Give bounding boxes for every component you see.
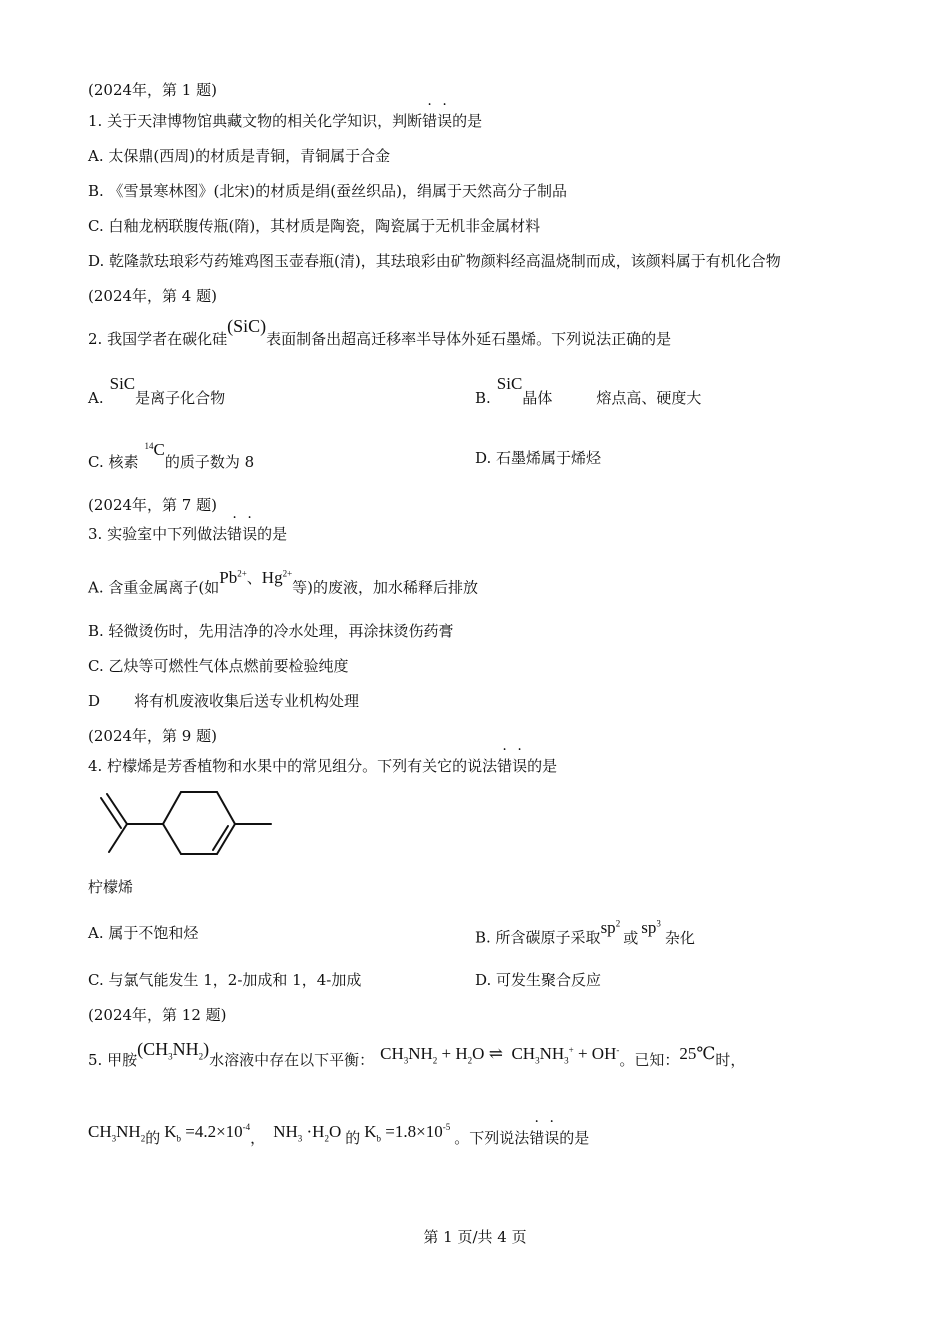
q4-option-a: A. 属于不饱和烃 bbox=[88, 924, 199, 942]
q1-source: (2024年，第 1 题) bbox=[88, 81, 217, 99]
q3-option-c: C. 乙炔等可燃性气体点燃前要检验纯度 bbox=[88, 657, 349, 675]
q2-source: (2024年，第 4 题) bbox=[88, 287, 217, 305]
q1-stem: 1. 关于天津博物馆典藏文物的相关化学知识，判断错误的是 bbox=[88, 112, 483, 130]
q4-stem: 4. 柠檬烯是芳香植物和水果中的常见组分。下列有关它的说法错误的是 bbox=[88, 757, 558, 775]
q5-ammonia-hydrate-formula: $NH_3 \cdot H_2O$ bbox=[273, 1122, 342, 1144]
q3-option-a: A. 含重金属离子(如$Pb^{2+}$、$Hg^{2+}$等)的废液，加水稀释后排放 bbox=[88, 567, 479, 597]
q3-option-b: B. 轻微烫伤时，先用洁净的冷水处理，再涂抹烫伤药膏 bbox=[88, 622, 454, 640]
q5-methylamine-formula-2: $CH_3NH_2$ bbox=[88, 1122, 146, 1144]
q4-option-c: C. 与氯气能发生 1，2-加成和 1，4-加成 bbox=[88, 971, 362, 989]
q1-option-d: D. 乾隆款珐琅彩芍药雉鸡图玉壶春瓶(清)，其珐琅彩由矿物颜料经高温烧制而成，该颜料属于有机化合物 bbox=[88, 252, 781, 270]
q5-source: (2024年，第 12 题) bbox=[88, 1006, 227, 1024]
limonene-structure bbox=[95, 790, 280, 860]
q4-option-b: B. 所含碳原子采取$sp^2$或$sp^3$杂化 bbox=[475, 917, 695, 947]
q2-option-d: D. 石墨烯属于烯烃 bbox=[475, 449, 602, 467]
q5-equilibrium-equation: $CH_3NH_2 + H_2O$ ⇌ $CH_3NH_3^+ + OH^-$ bbox=[380, 1044, 620, 1066]
page-footer: 第 1 页/共 4 页 bbox=[423, 1228, 527, 1246]
q2-formula: SiC bbox=[233, 316, 261, 336]
q2-stem: 2. 我国学者在碳化硅(SiC)表面制备出超高迁移率半导体外延石墨烯。下列说法正确的是 bbox=[88, 316, 672, 348]
q1-option-b: B. 《雪景寒林图》(北宋)的材质是绢(蚕丝织品)，绢属于天然高分子制品 bbox=[88, 182, 567, 200]
q5-constants-line: $CH_3NH_2$的 $K_b =4.2\times 10^{-4}$， $NH_3 \cdot H_2O$ 的 $K_b =1.8\times 10^{-5}$。下列说法错误的是 bbox=[88, 1122, 590, 1147]
q5-methylamine-formula: $(CH_3NH_2)$ bbox=[137, 1039, 210, 1062]
q2-option-c: C. 核素$^{14}$C的质子数为 8 bbox=[88, 440, 255, 471]
q4-caption: 柠檬烯 bbox=[88, 878, 134, 896]
q2-option-a: A.SiC是离子化合物 bbox=[88, 374, 226, 407]
q1-option-c: C. 白釉龙柄联腹传瓶(隋)，其材质是陶瓷，陶瓷属于无机非金属材料 bbox=[88, 217, 541, 235]
q2-option-b: B.SiC晶体 熔点高、硬度大 bbox=[475, 374, 702, 407]
q3-stem: 3. 实验室中下列做法错误的是 bbox=[88, 525, 288, 543]
q5-stem: 5. 甲胺$(CH_3NH_2)$水溶液中存在以下平衡： $CH_3NH_2 + H_2O$ ⇌ $CH_3NH_3^+ + OH^-$。已知：25℃时， bbox=[88, 1039, 746, 1069]
q3-option-d: D 将有机废液收集后送专业机构处理 bbox=[88, 692, 360, 710]
q4-source: (2024年，第 9 题) bbox=[88, 727, 217, 745]
q4-option-d: D. 可发生聚合反应 bbox=[475, 971, 602, 989]
q1-option-a: A. 太保鼎(西周)的材质是青铜，青铜属于合金 bbox=[88, 147, 391, 165]
q3-source: (2024年，第 7 题) bbox=[88, 496, 217, 514]
